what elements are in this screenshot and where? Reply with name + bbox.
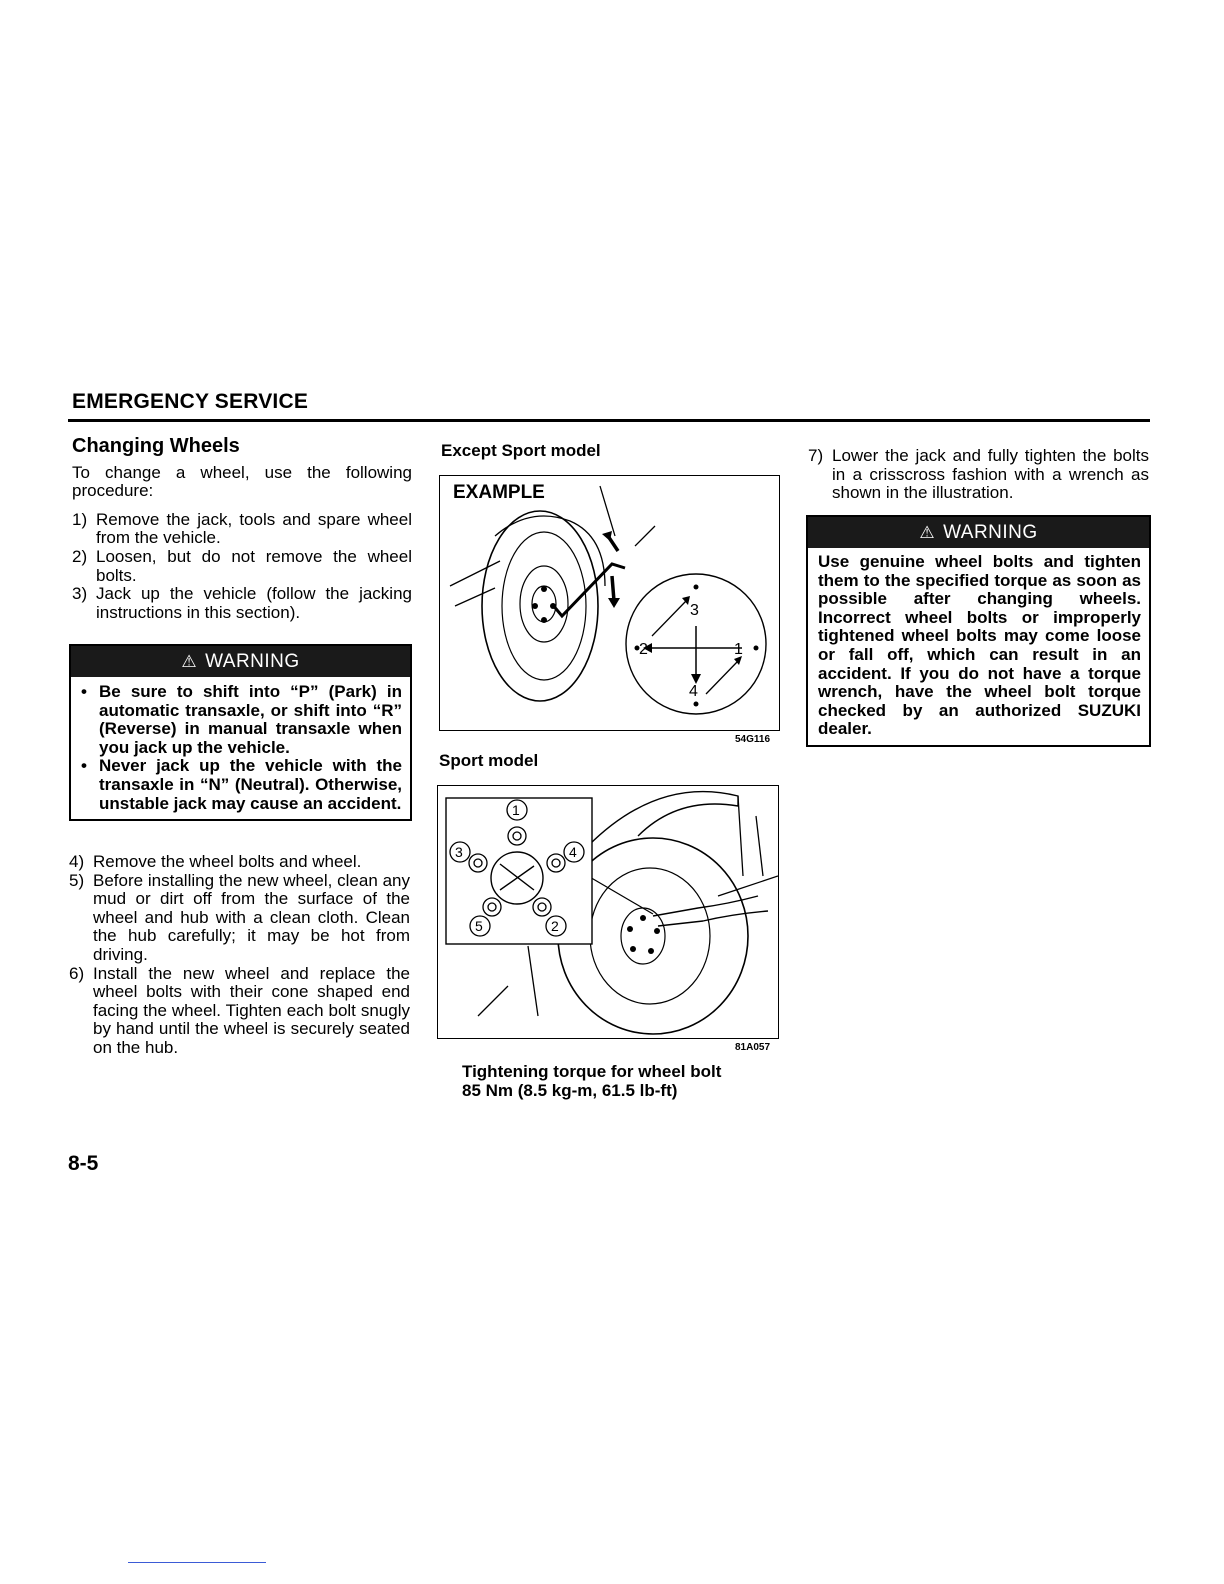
- left-column: [72, 437, 412, 622]
- header-rule: [68, 419, 1150, 422]
- steps-list-a: [72, 511, 412, 623]
- page-number: 8-5: [68, 1152, 99, 1175]
- list-item: 1) Remove the jack, tools and spare wheel from the vehicle.: [72, 509, 412, 548]
- list-item: 5) Before installing the new wheel, clean any mud or dirt off from the surface of the wheel and hub with a clean cloth. Clean the hub carefully; it may be hot from driving.: [69, 870, 410, 964]
- list-item: 6) Install the new wheel and replace the wheel bolts with their cone shaped end facing the wheel. Tighten each bolt snugly by hand until the wheel is securely seated on the hub.: [69, 963, 410, 1057]
- warning-triangle-icon: ⚠: [919, 523, 936, 542]
- warning-box-jacking: [69, 644, 412, 821]
- bolt-number-5: 5: [475, 918, 483, 934]
- changing-wheels-heading: Changing Wheels: [72, 435, 240, 457]
- list-item: 7) Lower the jack and fully tighten the bolts in a crisscross fashion with a wrench as shown in the illustration.: [808, 446, 1149, 503]
- bolt-number-1: 1: [734, 641, 743, 658]
- footer-divider: [128, 1562, 266, 1563]
- wheel-illustration-1: [440, 476, 779, 730]
- except-sport-model-title: Except Sport model: [441, 441, 601, 460]
- figure-sport: [437, 785, 779, 1039]
- warning-body: [71, 677, 410, 819]
- warning-body: Use genuine wheel bolts and tighten them to the specified torque as soon as possible after changing wheels. Incorrect wheel bolts or improperly tightened wheel bolts may come loose or fall off, which can result in an accident. If you do not have a torque wrench, have the wheel bolt torque checked by an authorized SUZUKI dealer.: [818, 552, 1141, 739]
- bolt-number-2: 2: [551, 918, 559, 934]
- steps-list-c: [808, 447, 1149, 503]
- bolt-number-1: 1: [512, 802, 520, 818]
- sport-model-title: Sport model: [439, 751, 539, 770]
- intro-text: To change a wheel, use the following procedure:: [72, 462, 412, 501]
- bolt-number-4: 4: [569, 844, 577, 860]
- list-item: • Never jack up the vehicle with the transaxle in “N” (Neutral). Otherwise, unstable jack may cause an accident.: [81, 756, 402, 813]
- wheel-illustration-2: [438, 786, 778, 1038]
- bolt-number-2: 2: [639, 641, 648, 658]
- bolt-number-3: 3: [690, 602, 699, 619]
- figure-code-2: 81A057: [735, 1042, 771, 1053]
- figure-code-1: 54G116: [735, 734, 771, 745]
- warning-box-bolts: [806, 515, 1151, 747]
- bolt-number-4: 4: [689, 683, 698, 700]
- list-item: 4) Remove the wheel bolts and wheel.: [69, 852, 362, 871]
- warning-triangle-icon: ⚠: [181, 652, 198, 671]
- list-item: • Be sure to shift into “P” (Park) in automatic transaxle, or shift into “R” (Reverse) in manual transaxle when you jack up the vehicle.: [81, 682, 402, 757]
- example-label: EXAMPLE: [453, 482, 545, 503]
- warning-header: ⚠ WARNING: [71, 646, 410, 677]
- right-column: [808, 447, 1149, 503]
- torque-caption: Tightening torque for wheel bolt 85 Nm (8.5 kg-m, 61.5 lb-ft): [462, 1062, 722, 1100]
- list-item: 3) Jack up the vehicle (follow the jacking instructions in this section).: [72, 584, 412, 622]
- bolt-number-3: 3: [455, 844, 463, 860]
- list-item: 2) Loosen, but do not remove the wheel bolts.: [72, 546, 412, 585]
- steps-list-b: [69, 853, 410, 1058]
- figure-except-sport: [439, 475, 780, 731]
- left-column-continued: [69, 853, 410, 1058]
- warning-header: ⚠ WARNING: [808, 517, 1149, 548]
- section-title: EMERGENCY SERVICE: [72, 390, 309, 413]
